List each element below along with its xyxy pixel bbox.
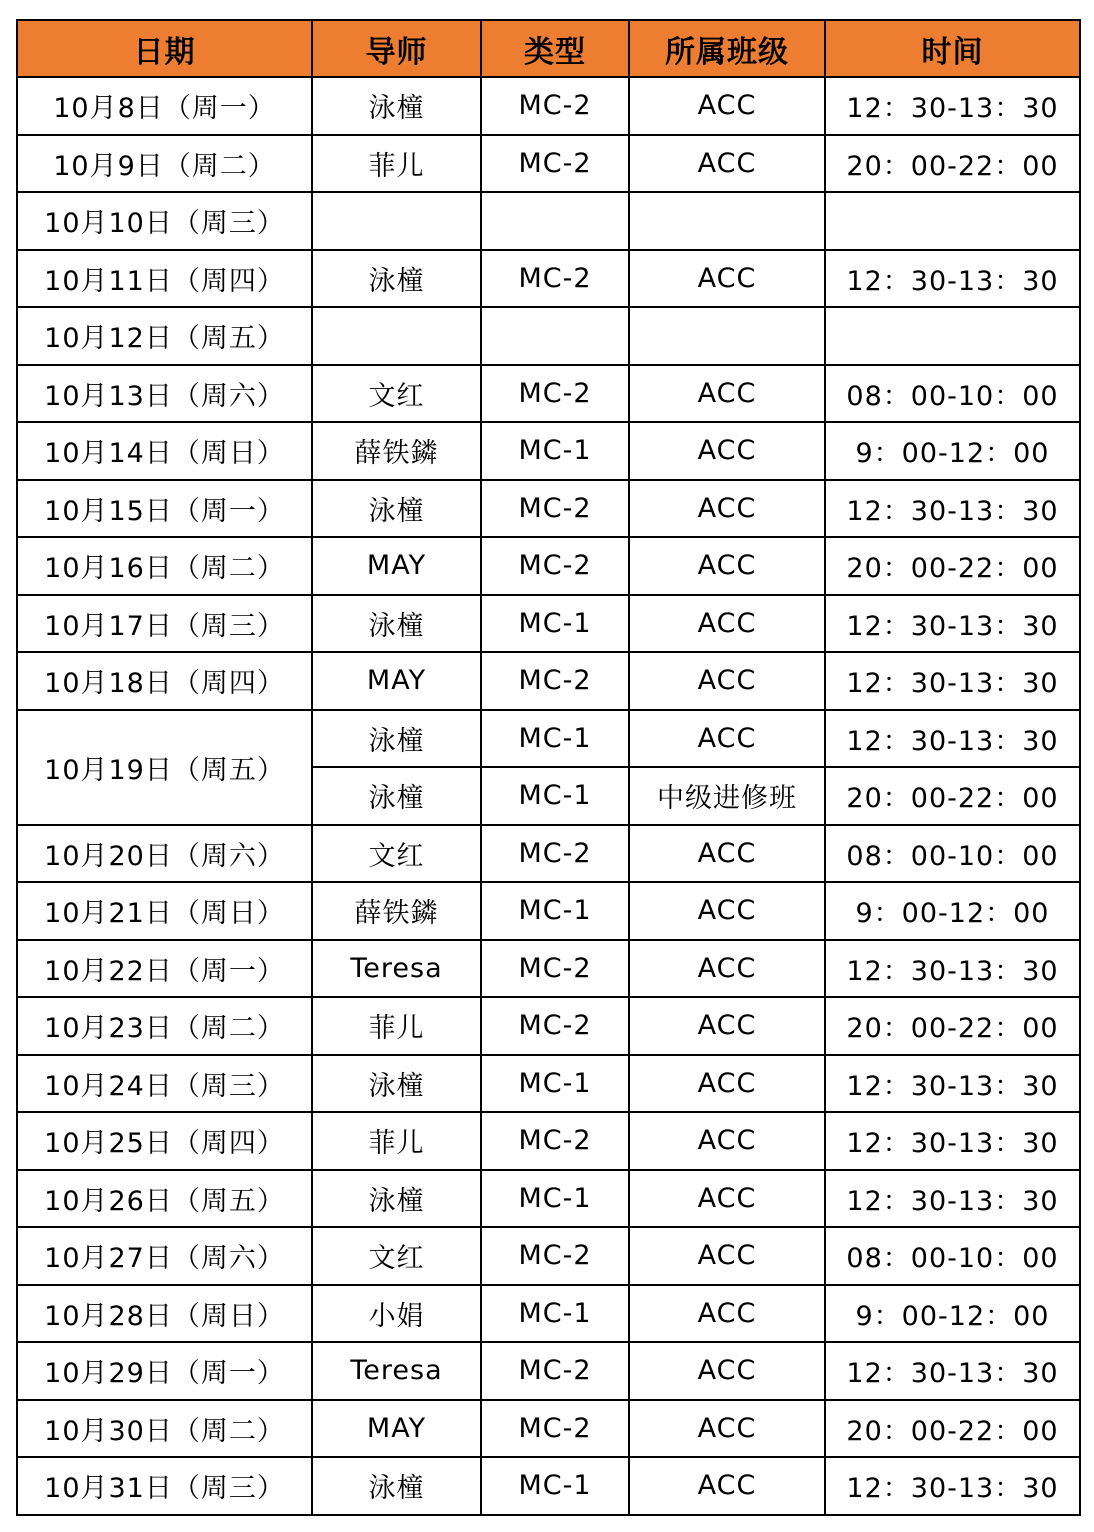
cell-type: MC-2: [481, 652, 629, 710]
cell-class: ACC: [629, 77, 825, 135]
cell-type: MC-2: [481, 1342, 629, 1400]
cell-class: ACC: [629, 422, 825, 480]
cell-class: ACC: [629, 1227, 825, 1285]
cell-time: 9：00-12：00: [825, 422, 1080, 480]
table-row: [17, 1457, 1080, 1515]
cell-date: 10月11日（周四）: [17, 250, 312, 308]
cell-class: 中级进修班: [629, 767, 825, 825]
cell-class: ACC: [629, 1400, 825, 1458]
table-row: [17, 595, 1080, 653]
cell-date: 10月28日（周日）: [17, 1285, 312, 1343]
cell-time: [825, 192, 1080, 250]
cell-type: MC-2: [481, 135, 629, 193]
cell-time: 12：30-13：30: [825, 1055, 1080, 1113]
header-row: [17, 20, 1080, 77]
cell-tutor: [312, 307, 481, 365]
table-row: [17, 997, 1080, 1055]
cell-time: 08：00-10：00: [825, 365, 1080, 423]
cell-time: 12：30-13：30: [825, 1112, 1080, 1170]
cell-date: 10月15日（周一）: [17, 480, 312, 538]
cell-tutor: 泳橦: [312, 1170, 481, 1228]
header-tutor: 导师: [312, 20, 481, 77]
cell-tutor: 泳橦: [312, 250, 481, 308]
cell-class: ACC: [629, 882, 825, 940]
table-row: [17, 192, 1080, 250]
table-row: [17, 422, 1080, 480]
cell-date: 10月29日（周一）: [17, 1342, 312, 1400]
cell-time: 9：00-12：00: [825, 1285, 1080, 1343]
cell-class: ACC: [629, 1055, 825, 1113]
table-row: [17, 882, 1080, 940]
table-row: [17, 1112, 1080, 1170]
cell-type: [481, 192, 629, 250]
cell-time: 08：00-10：00: [825, 1227, 1080, 1285]
cell-time: 20：00-22：00: [825, 1400, 1080, 1458]
cell-type: MC-2: [481, 365, 629, 423]
cell-time: 08：00-10：00: [825, 825, 1080, 883]
table-row: [17, 1400, 1080, 1458]
cell-type: MC-2: [481, 825, 629, 883]
cell-date: 10月10日（周三）: [17, 192, 312, 250]
table-row: [17, 365, 1080, 423]
header-date: 日期: [17, 20, 312, 77]
cell-time: [825, 307, 1080, 365]
cell-type: MC-1: [481, 710, 629, 768]
cell-tutor: 薛铁鏻: [312, 882, 481, 940]
cell-class: ACC: [629, 1342, 825, 1400]
cell-class: ACC: [629, 365, 825, 423]
cell-type: MC-1: [481, 1285, 629, 1343]
cell-date: 10月27日（周六）: [17, 1227, 312, 1285]
cell-date: 10月12日（周五）: [17, 307, 312, 365]
cell-time: 12：30-13：30: [825, 710, 1080, 768]
cell-tutor: 文红: [312, 1227, 481, 1285]
table-row: [17, 307, 1080, 365]
cell-type: MC-2: [481, 250, 629, 308]
cell-date: 10月25日（周四）: [17, 1112, 312, 1170]
cell-time: 12：30-13：30: [825, 1170, 1080, 1228]
cell-date: 10月16日（周二）: [17, 537, 312, 595]
table-row: [17, 710, 1080, 768]
cell-date: 10月14日（周日）: [17, 422, 312, 480]
cell-type: MC-1: [481, 595, 629, 653]
cell-class: ACC: [629, 1285, 825, 1343]
cell-class: ACC: [629, 480, 825, 538]
table-row: [17, 1285, 1080, 1343]
table-header: [17, 20, 1080, 77]
table-row: [17, 77, 1080, 135]
table-row: [17, 250, 1080, 308]
cell-type: MC-2: [481, 77, 629, 135]
cell-class: [629, 192, 825, 250]
cell-tutor: 泳橦: [312, 595, 481, 653]
cell-tutor: 泳橦: [312, 767, 481, 825]
cell-type: MC-1: [481, 422, 629, 480]
cell-class: ACC: [629, 940, 825, 998]
cell-time: 12：30-13：30: [825, 250, 1080, 308]
cell-time: 12：30-13：30: [825, 480, 1080, 538]
cell-tutor: 菲儿: [312, 135, 481, 193]
cell-date: 10月23日（周二）: [17, 997, 312, 1055]
cell-class: ACC: [629, 537, 825, 595]
schedule-table: [16, 19, 1081, 1516]
cell-type: [481, 307, 629, 365]
cell-class: ACC: [629, 1170, 825, 1228]
table-row: [17, 537, 1080, 595]
cell-type: MC-2: [481, 480, 629, 538]
cell-date: 10月13日（周六）: [17, 365, 312, 423]
cell-class: ACC: [629, 1112, 825, 1170]
cell-time: 20：00-22：00: [825, 135, 1080, 193]
table-row: [17, 135, 1080, 193]
cell-class: ACC: [629, 1457, 825, 1515]
header-time: 时间: [825, 20, 1080, 77]
cell-time: 12：30-13：30: [825, 940, 1080, 998]
table-row: [17, 1055, 1080, 1113]
cell-class: ACC: [629, 595, 825, 653]
cell-date: 10月9日（周二）: [17, 135, 312, 193]
cell-time: 20：00-22：00: [825, 537, 1080, 595]
cell-date: 10月18日（周四）: [17, 652, 312, 710]
cell-tutor: 菲儿: [312, 997, 481, 1055]
cell-time: 12：30-13：30: [825, 595, 1080, 653]
cell-tutor: MAY: [312, 537, 481, 595]
cell-date: 10月24日（周三）: [17, 1055, 312, 1113]
table-row: [17, 480, 1080, 538]
cell-class: ACC: [629, 135, 825, 193]
cell-tutor: 泳橦: [312, 1055, 481, 1113]
table-row: [17, 940, 1080, 998]
cell-date: 10月20日（周六）: [17, 825, 312, 883]
table-row: [17, 652, 1080, 710]
cell-time: 20：00-22：00: [825, 767, 1080, 825]
cell-time: 12：30-13：30: [825, 652, 1080, 710]
table-row: [17, 1342, 1080, 1400]
cell-time: 12：30-13：30: [825, 77, 1080, 135]
table-row: [17, 1227, 1080, 1285]
cell-type: MC-2: [481, 997, 629, 1055]
header-class: 所属班级: [629, 20, 825, 77]
cell-type: MC-1: [481, 1055, 629, 1113]
table-row: [17, 825, 1080, 883]
cell-class: ACC: [629, 997, 825, 1055]
cell-time: 12：30-13：30: [825, 1342, 1080, 1400]
cell-tutor: 泳橦: [312, 1457, 481, 1515]
cell-type: MC-2: [481, 537, 629, 595]
cell-tutor: Teresa: [312, 1342, 481, 1400]
cell-date: 10月31日（周三）: [17, 1457, 312, 1515]
cell-tutor: Teresa: [312, 940, 481, 998]
cell-class: ACC: [629, 652, 825, 710]
cell-type: MC-2: [481, 1400, 629, 1458]
cell-class: ACC: [629, 710, 825, 768]
cell-time: 20：00-22：00: [825, 997, 1080, 1055]
cell-date: 10月26日（周五）: [17, 1170, 312, 1228]
cell-time: 9：00-12：00: [825, 882, 1080, 940]
cell-tutor: 薛铁鏻: [312, 422, 481, 480]
cell-tutor: 泳橦: [312, 480, 481, 538]
cell-tutor: 文红: [312, 825, 481, 883]
table-row: [17, 1170, 1080, 1228]
cell-class: ACC: [629, 250, 825, 308]
cell-type: MC-2: [481, 1227, 629, 1285]
cell-tutor: 文红: [312, 365, 481, 423]
header-type: 类型: [481, 20, 629, 77]
cell-date: 10月8日（周一）: [17, 77, 312, 135]
table-body: [17, 77, 1080, 1515]
cell-type: MC-1: [481, 1457, 629, 1515]
cell-date: 10月17日（周三）: [17, 595, 312, 653]
cell-tutor: MAY: [312, 652, 481, 710]
cell-date: 10月19日（周五）: [17, 710, 312, 825]
cell-tutor: 小娟: [312, 1285, 481, 1343]
cell-time: 12：30-13：30: [825, 1457, 1080, 1515]
cell-type: MC-2: [481, 940, 629, 998]
cell-type: MC-1: [481, 882, 629, 940]
cell-date: 10月22日（周一）: [17, 940, 312, 998]
cell-tutor: 菲儿: [312, 1112, 481, 1170]
cell-tutor: 泳橦: [312, 710, 481, 768]
cell-date: 10月21日（周日）: [17, 882, 312, 940]
cell-tutor: 泳橦: [312, 77, 481, 135]
cell-class: [629, 307, 825, 365]
cell-type: MC-1: [481, 1170, 629, 1228]
cell-tutor: MAY: [312, 1400, 481, 1458]
cell-type: MC-2: [481, 1112, 629, 1170]
cell-date: 10月30日（周二）: [17, 1400, 312, 1458]
cell-tutor: [312, 192, 481, 250]
cell-type: MC-1: [481, 767, 629, 825]
cell-class: ACC: [629, 825, 825, 883]
